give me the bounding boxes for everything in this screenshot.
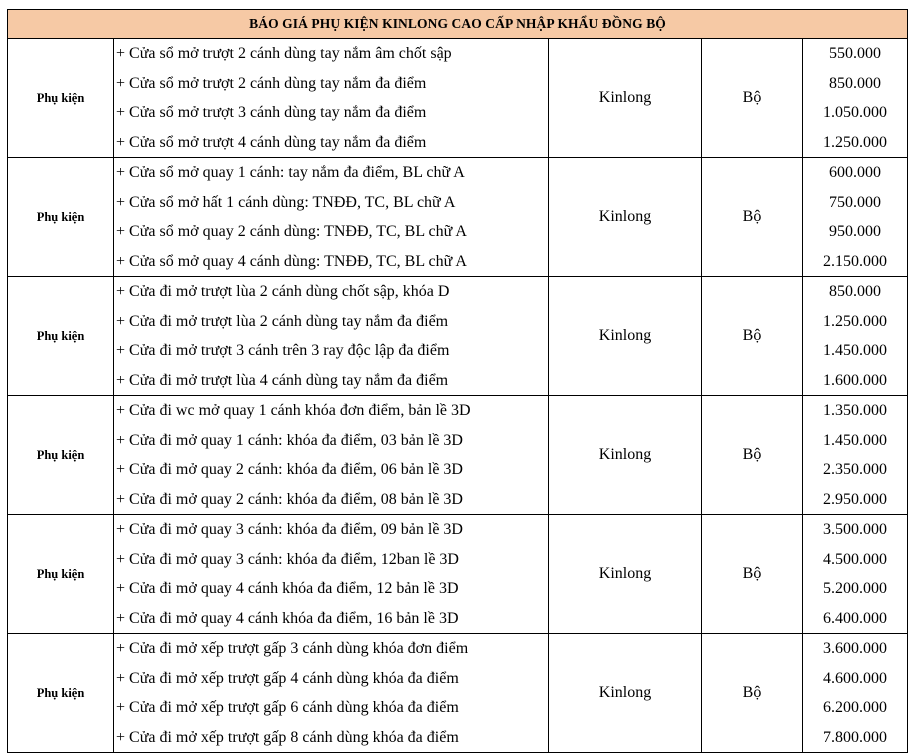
item-price: 950.000 [829, 223, 882, 240]
brand-cell: Kinlong [549, 39, 702, 158]
item-name: + Cửa đi mở quay 3 cánh: khóa đa điểm, 12ban lề 3D [116, 550, 459, 568]
item-name: + Cửa đi mở trượt 3 cánh trên 3 ray độc lập đa điểm [116, 342, 450, 359]
item-list [114, 634, 549, 753]
item-name: + Cửa đi mở quay 4 cánh khóa đa điểm, 16 bản lề 3D [116, 609, 459, 627]
brand-cell: Kinlong [549, 396, 702, 515]
item-price: 4.500.000 [823, 550, 888, 568]
item-name: + Cửa đi mở xếp trượt gấp 4 cánh dùng khóa đa điểm [116, 669, 459, 687]
item-name: + Cửa đi mở trượt lùa 4 cánh dùng tay nắm đa điểm [116, 371, 449, 389]
group-label: Phụ kiện [8, 277, 114, 396]
item-price: 750.000 [829, 193, 882, 211]
item-name: + Cửa sổ mở hất 1 cánh dùng: TNĐĐ, TC, BL chữ A [116, 193, 456, 211]
item-price: 4.600.000 [823, 669, 888, 687]
item-name: + Cửa sổ mở trượt 2 cánh dùng tay nắm đa điểm [116, 74, 427, 92]
price-list [803, 396, 908, 515]
item-price: 1.350.000 [823, 402, 888, 419]
group-row [8, 39, 908, 158]
unit-cell: Bộ [702, 39, 803, 158]
item-name: + Cửa đi mở xếp trượt gấp 3 cánh dùng khóa đơn điểm [116, 640, 469, 657]
item-price: 1.450.000 [823, 342, 888, 359]
item-list [114, 515, 549, 634]
group-row [8, 277, 908, 396]
title-row [8, 10, 908, 39]
item-name: + Cửa đi wc mở quay 1 cánh khóa đơn điểm, bản lề 3D [116, 402, 471, 419]
group-label: Phụ kiện [8, 158, 114, 277]
item-list [114, 158, 549, 277]
item-name: + Cửa sổ mở trượt 2 cánh dùng tay nắm âm chốt sập [116, 45, 452, 62]
item-name: + Cửa đi mở quay 1 cánh: khóa đa điểm, 03 bản lề 3D [116, 431, 463, 449]
item-list [114, 39, 549, 158]
brand-cell: Kinlong [549, 277, 702, 396]
item-price: 1.250.000 [823, 133, 888, 151]
brand-cell: Kinlong [549, 634, 702, 753]
price-list [803, 515, 908, 634]
item-price: 2.950.000 [823, 490, 888, 508]
item-name: + Cửa sổ mở quay 4 cánh dùng: TNĐĐ, TC, BL chữ A [116, 252, 467, 270]
item-price: 5.200.000 [823, 580, 888, 597]
item-price: 2.350.000 [823, 461, 888, 478]
item-price: 1.050.000 [823, 104, 888, 121]
unit-cell: Bộ [702, 158, 803, 277]
group-row [8, 634, 908, 753]
price-list [803, 277, 908, 396]
unit-cell: Bộ [702, 396, 803, 515]
item-price: 1.600.000 [823, 371, 888, 389]
item-name: + Cửa đi mở trượt lùa 2 cánh dùng chốt sập, khóa D [116, 283, 450, 300]
price-list [803, 39, 908, 158]
item-price: 2.150.000 [823, 252, 888, 270]
item-price: 3.500.000 [823, 521, 888, 538]
item-name: + Cửa đi mở xếp trượt gấp 8 cánh dùng khóa đa điểm [116, 728, 459, 746]
item-price: 1.450.000 [823, 431, 888, 449]
item-list [114, 396, 549, 515]
brand-cell: Kinlong [549, 158, 702, 277]
item-name: + Cửa đi mở quay 2 cánh: khóa đa điểm, 08 bản lề 3D [116, 490, 463, 508]
group-row [8, 158, 908, 277]
item-price: 7.800.000 [823, 728, 888, 746]
item-name: + Cửa sổ mở trượt 3 cánh dùng tay nắm đa điểm [116, 104, 427, 121]
item-name: + Cửa sổ mở quay 1 cánh: tay nắm đa điểm, BL chữ A [116, 164, 465, 181]
brand-cell: Kinlong [549, 515, 702, 634]
price-table [7, 9, 908, 753]
table-title: BÁO GIÁ PHỤ KIỆN KINLONG CAO CẤP NHẬP KHẨU ĐỒNG BỘ [8, 10, 908, 39]
item-name: + Cửa đi mở quay 3 cánh: khóa đa điểm, 09 bản lề 3D [116, 521, 463, 538]
group-label: Phụ kiện [8, 396, 114, 515]
item-price: 3.600.000 [823, 640, 888, 657]
item-name: + Cửa đi mở trượt lùa 2 cánh dùng tay nắm đa điểm [116, 312, 449, 330]
item-price: 550.000 [829, 45, 882, 62]
item-name: + Cửa đi mở xếp trượt gấp 6 cánh dùng khóa đa điểm [116, 699, 459, 716]
price-list [803, 634, 908, 753]
group-row [8, 515, 908, 634]
item-price: 850.000 [829, 74, 882, 92]
unit-cell: Bộ [702, 277, 803, 396]
unit-cell: Bộ [702, 634, 803, 753]
group-label: Phụ kiện [8, 515, 114, 634]
price-list [803, 158, 908, 277]
item-list [114, 277, 549, 396]
group-label: Phụ kiện [8, 39, 114, 158]
unit-cell: Bộ [702, 515, 803, 634]
item-name: + Cửa đi mở quay 2 cánh: khóa đa điểm, 06 bản lề 3D [116, 461, 463, 478]
group-row [8, 396, 908, 515]
item-name: + Cửa sổ mở quay 2 cánh dùng: TNĐĐ, TC, BL chữ A [116, 223, 467, 240]
item-price: 850.000 [829, 283, 882, 300]
item-price: 600.000 [829, 164, 882, 181]
item-price: 6.200.000 [823, 699, 888, 716]
item-price: 1.250.000 [823, 312, 888, 330]
group-label: Phụ kiện [8, 634, 114, 753]
item-name: + Cửa sổ mở trượt 4 cánh dùng tay nắm đa điểm [116, 133, 427, 151]
item-price: 6.400.000 [823, 609, 888, 627]
item-name: + Cửa đi mở quay 4 cánh khóa đa điểm, 12 bản lề 3D [116, 580, 459, 597]
